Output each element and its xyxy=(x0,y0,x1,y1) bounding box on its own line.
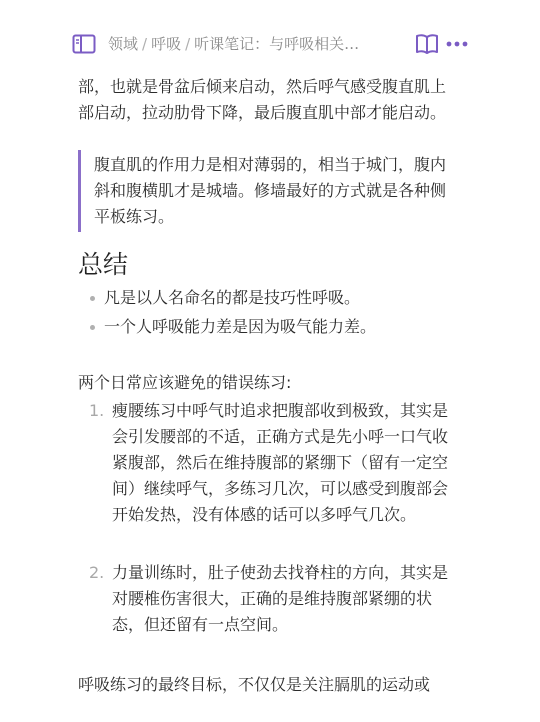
sidebar-toggle-icon[interactable] xyxy=(72,34,96,54)
breadcrumb-item-breathing[interactable]: 呼吸 xyxy=(151,35,182,53)
breadcrumb-item-note[interactable]: 听课笔记：与呼吸相关… xyxy=(194,35,360,53)
bullet-item: 凡是以人名命名的都是技巧性呼吸。 xyxy=(78,285,458,311)
book-icon[interactable] xyxy=(415,33,439,55)
numbered-list xyxy=(78,398,458,638)
breadcrumb-separator: / xyxy=(185,35,191,53)
numbered-item xyxy=(78,398,458,528)
list-intro: 两个日常应该避免的错误练习: xyxy=(78,373,292,392)
numbered-item-text: 力量训练时，肚子使劲去找脊柱的方向，其实是对腰椎伤害很大，正确的是维持腹部紧绷的状态，但还留有一点空间。 xyxy=(112,563,449,634)
more-icon[interactable] xyxy=(446,34,468,54)
list-number: 2. xyxy=(89,563,105,582)
paragraph-top: 部，也就是骨盆后倾来启动，然后呼气感受腹直肌上部启动，拉动肋骨下降，最后腹直肌中部才能启动。 xyxy=(78,77,447,122)
breadcrumb-separator: / xyxy=(142,35,148,53)
section-heading: 总结 xyxy=(78,250,129,279)
bullet-item: 一个人呼吸能力差是因为吸气能力差。 xyxy=(78,314,458,340)
blockquote xyxy=(78,150,458,232)
breadcrumb xyxy=(108,33,400,55)
paragraph-bottom: 呼吸练习的最终目标，不仅仅是关注膈肌的运动或 xyxy=(78,675,431,694)
numbered-item xyxy=(78,560,458,638)
numbered-item-text: 瘦腰练习中呼气时追求把腹部收到极致，其实是会引发腰部的不适，正确方式是先小呼一口气收紧腹部，然后在维持腹部的紧绷下（留有一定空间）继续呼气，多练习几次，可以感受到腹部会开始发热，没有体感的话可以多呼气几次。 xyxy=(112,401,449,524)
list-number: 1. xyxy=(89,401,105,420)
note-content xyxy=(78,74,458,698)
blockquote-text: 腹直肌的作用力是相对薄弱的，相当于城门，腹内斜和腹横肌才是城墙。修墙最好的方式就是各种侧平板练习。 xyxy=(94,155,447,226)
summary-bullet-list xyxy=(78,285,458,340)
breadcrumb-item-domain[interactable]: 领域 xyxy=(108,35,139,53)
